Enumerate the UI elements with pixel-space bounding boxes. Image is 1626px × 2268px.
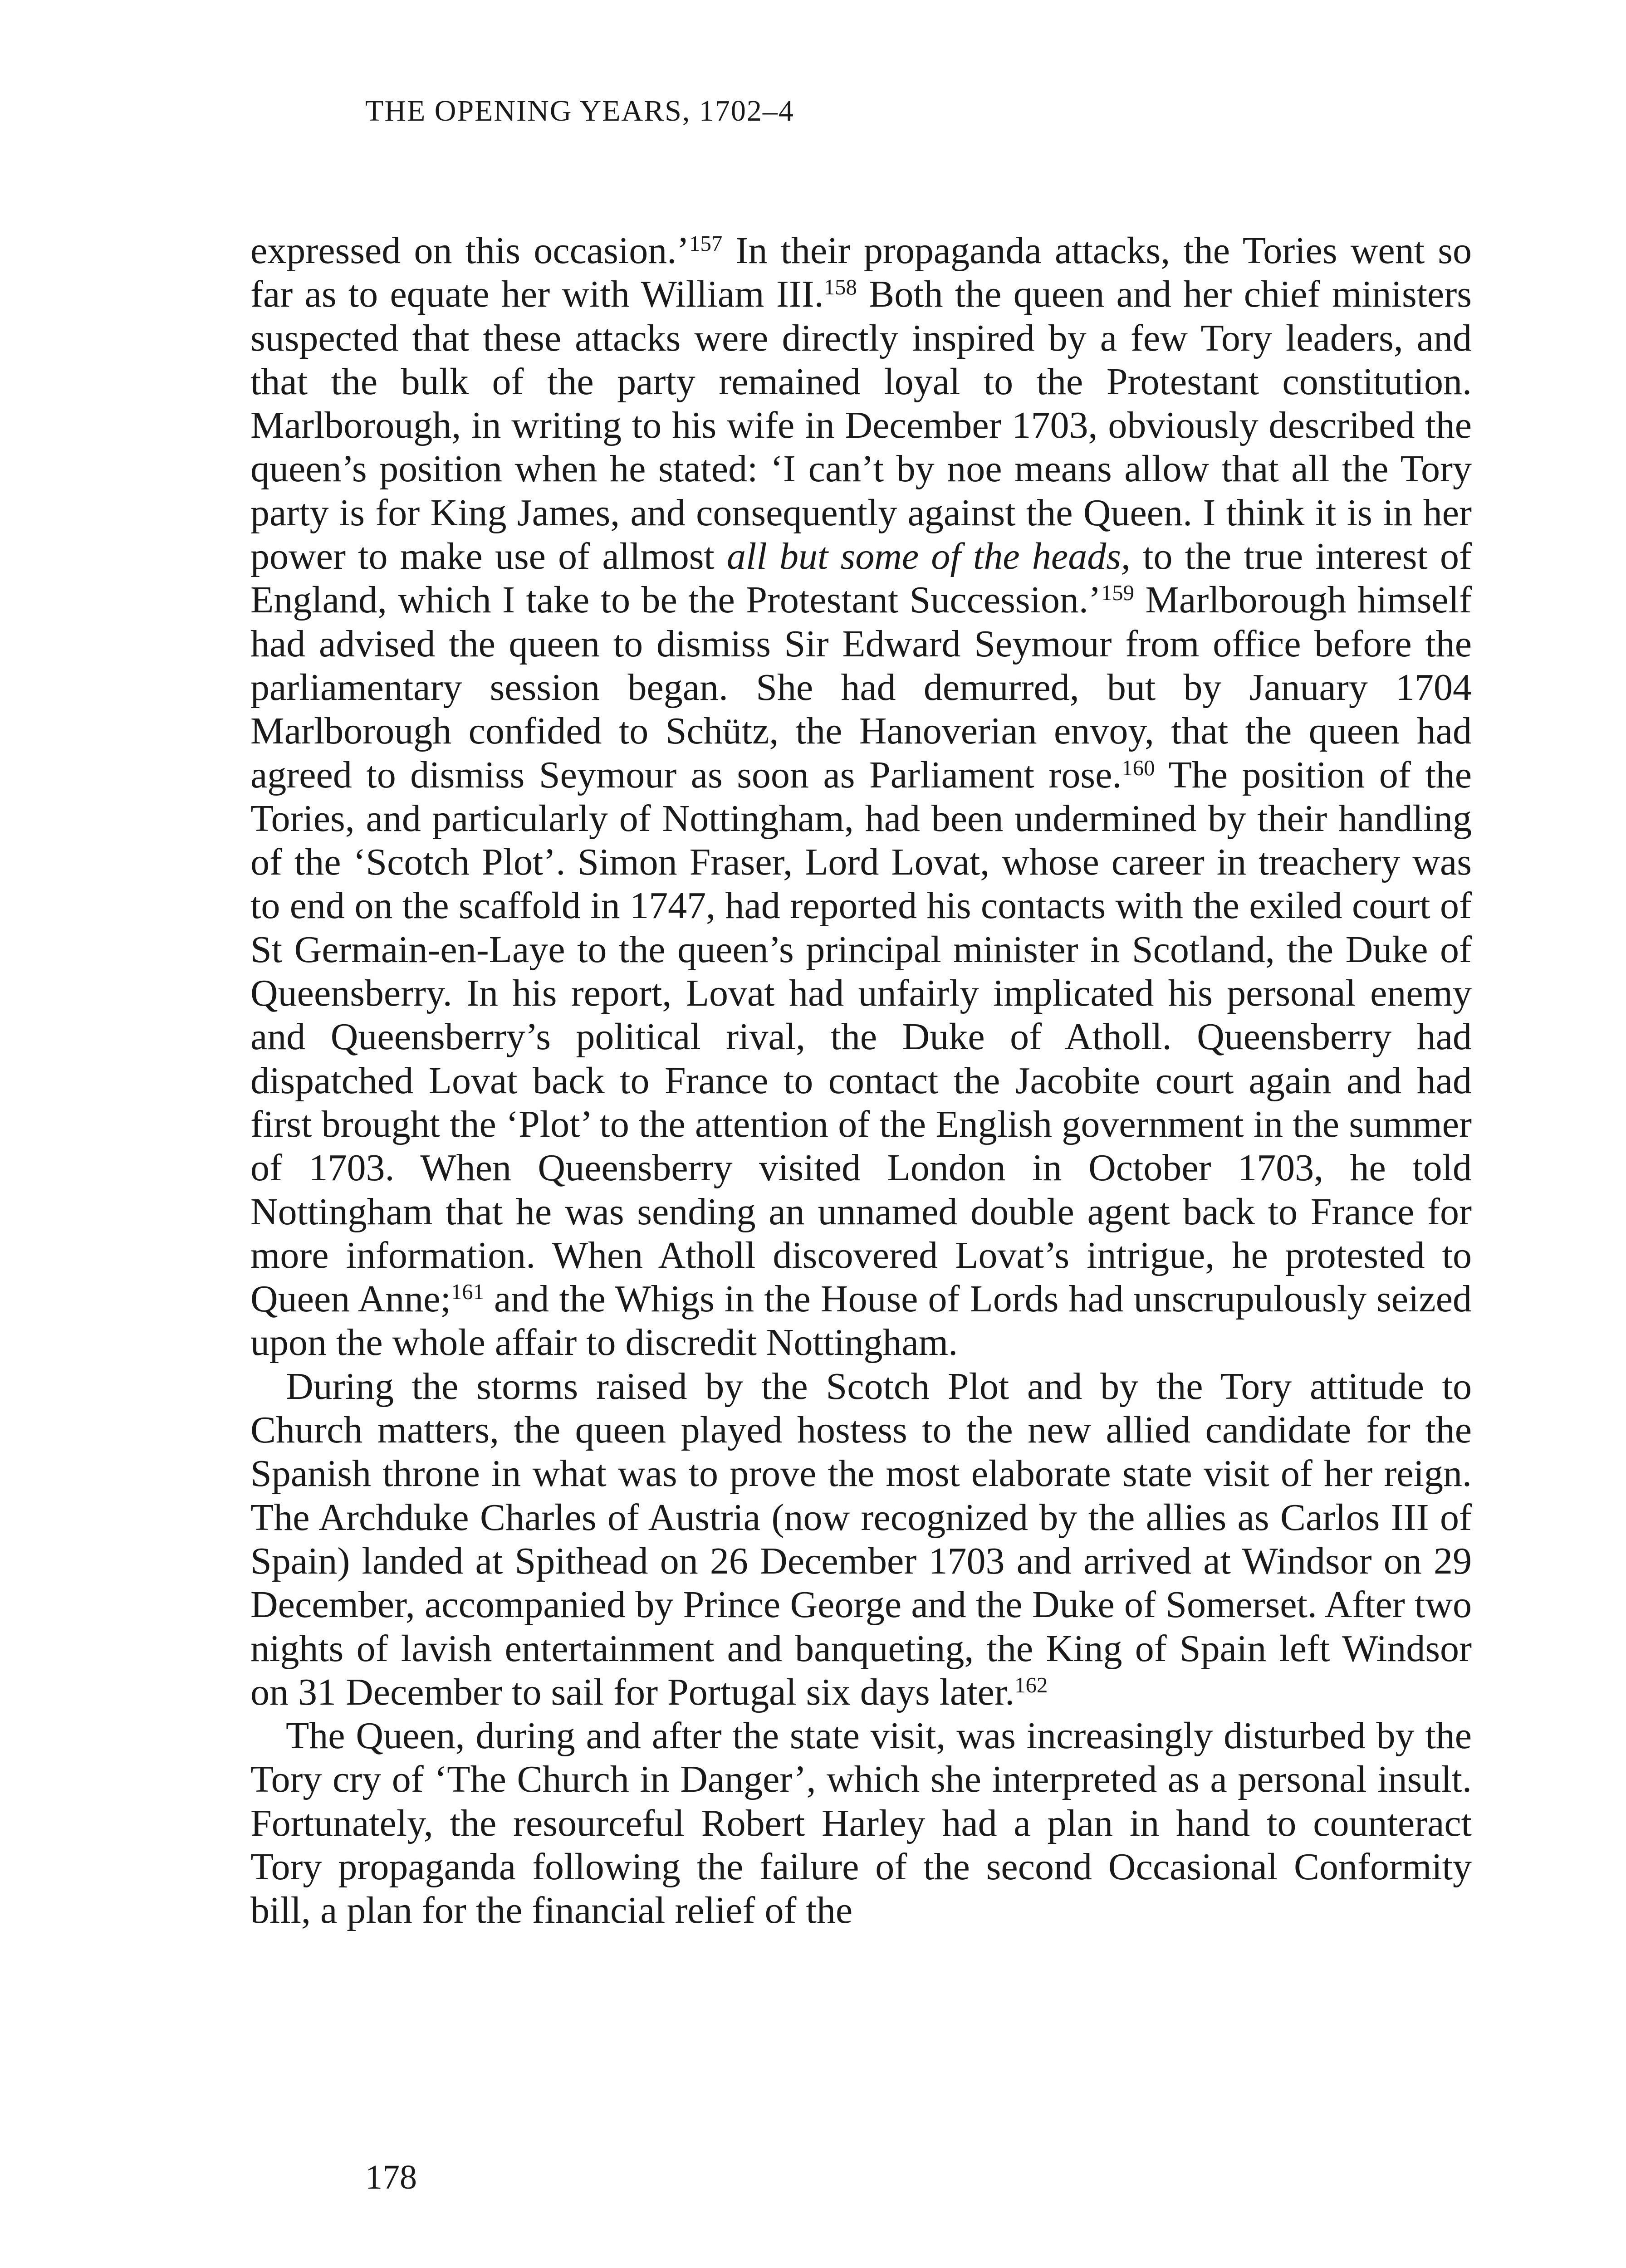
text-run: to the true interest of England, which I take to be the Protestant Succession.’ (250, 535, 1472, 621)
footnote-ref-158[interactable]: 158 (823, 275, 857, 300)
text-run: and the Whigs in the House of Lords had unscrupulously seized upon the whole affair to discredit Nottingham. (250, 1278, 1472, 1364)
text-run: The Queen, during and after the state visit, was increasingly disturbed by the Tory cry of ‘The Church in Danger’, which she interpreted as a personal insult. Fortunately, the resourceful Robert Harley had a plan in hand to counteract Tory propaganda following the failure of the second Occasional Conformity bill, a plan for the financial relief of the (250, 1715, 1472, 1932)
text-run: The position of the Tories, and particularly of Nottingham, had been undermined by their handling of the ‘Scotch Plot’. Simon Fraser, Lord Lovat, whose career in treachery was to end on the scaffold in 1747, had reported his contacts with the exiled court of St Germain-en-Laye to the queen’s principal minister in Scotland, the Duke of Queensberry. In his report, Lovat had unfairly implicated his personal enemy and Queensberry’s political rival, the Duke of Atholl. Queensberry had dispatched Lovat back to France to contact the Jacobite court again and had first brought the ‘Plot’ to the attention of the English government in the summer of 1703. When Queensberry visited London in October 1703, he told Nottingham that he was sending an unnamed double agent back to France for more information. When Atholl discovered Lovat’s intrigue, he protested to Queen Anne; (250, 753, 1472, 1320)
paragraph-1 (250, 229, 1472, 1365)
paragraph-3 (250, 1714, 1472, 1932)
text-run: expressed on this occasion.’ (250, 230, 690, 272)
text-run: Both the queen and her chief ministers suspected that these attacks were directly inspired by a few Tory leaders, and that the bulk of the party remained loyal to the Protestant constitution. Marlborough, in writing to his wife in December 1703, obviously described the queen’s position when he stated: ‘I can’t by noe means allow that all the Tory party is for King James, and consequently against the Queen. I think it is in her power to make use of allmost (250, 273, 1472, 578)
page-number: 178 (365, 2158, 417, 2196)
footnote-ref-159[interactable]: 159 (1101, 581, 1134, 606)
body-text (250, 229, 1472, 1933)
running-head: THE OPENING YEARS, 1702–4 (365, 94, 794, 127)
footnote-ref-160[interactable]: 160 (1122, 755, 1155, 780)
text-run: During the storms raised by the Scotch Plot and by the Tory attitude to Church matters, the queen played hostess to the new allied candidate for the Spanish throne in what was to prove the most elaborate state visit of her reign. The Archduke Charles of Austria (now recognized by the allies as Carlos III of Spain) landed at Spithead on 26 December 1703 and arrived at Windsor on 29 December, accompanied by Prince George and the Duke of Somerset. After two nights of lavish entertainment and banqueting, the King of Spain left Windsor on 31 December to sail for Portugal six days later. (250, 1365, 1472, 1713)
italic-quote: all but some of the heads, (727, 535, 1131, 578)
footnote-ref-161[interactable]: 161 (451, 1280, 484, 1305)
footnote-ref-162[interactable]: 162 (1014, 1673, 1048, 1698)
footnote-ref-157[interactable]: 157 (689, 231, 723, 256)
paragraph-2 (250, 1365, 1472, 1714)
text-run: In their propaganda attacks, the Tories went so far as to equate her with William III. (250, 230, 1472, 316)
text-run: Marlborough himself had advised the queen to dismiss Sir Edward Seymour from office before the parliamentary session began. She had demurred, but by January 1704 Marlborough confided to Schütz, the Hanoverian envoy, that the queen had agreed to dismiss Seymour as soon as Parliament rose. (250, 579, 1472, 796)
